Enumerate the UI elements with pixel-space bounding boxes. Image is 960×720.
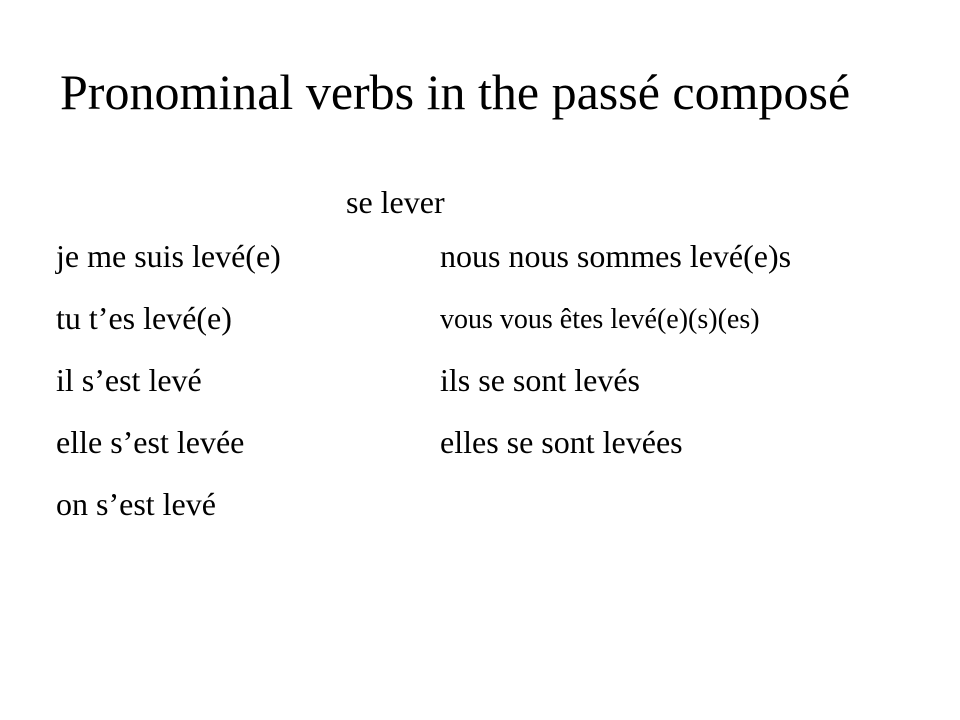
conjugation-on: on s’est levé [56, 486, 216, 522]
conjugation-vous: vous vous êtes levé(e)(s)(es) [440, 304, 760, 335]
conjugation-il: il s’est levé [56, 362, 202, 398]
slide-title: Pronominal verbs in the passé composé [60, 64, 851, 120]
conjugation-elle: elle s’est levée [56, 424, 245, 460]
conjugation-elles: elles se sont levées [440, 424, 683, 460]
conjugation-nous: nous nous sommes levé(e)s [440, 238, 792, 274]
conjugation-je: je me suis levé(e) [56, 238, 281, 274]
conjugation-tu: tu t’es levé(e) [56, 300, 232, 336]
verb-heading: se lever [346, 184, 445, 220]
conjugation-ils: ils se sont levés [440, 362, 640, 398]
